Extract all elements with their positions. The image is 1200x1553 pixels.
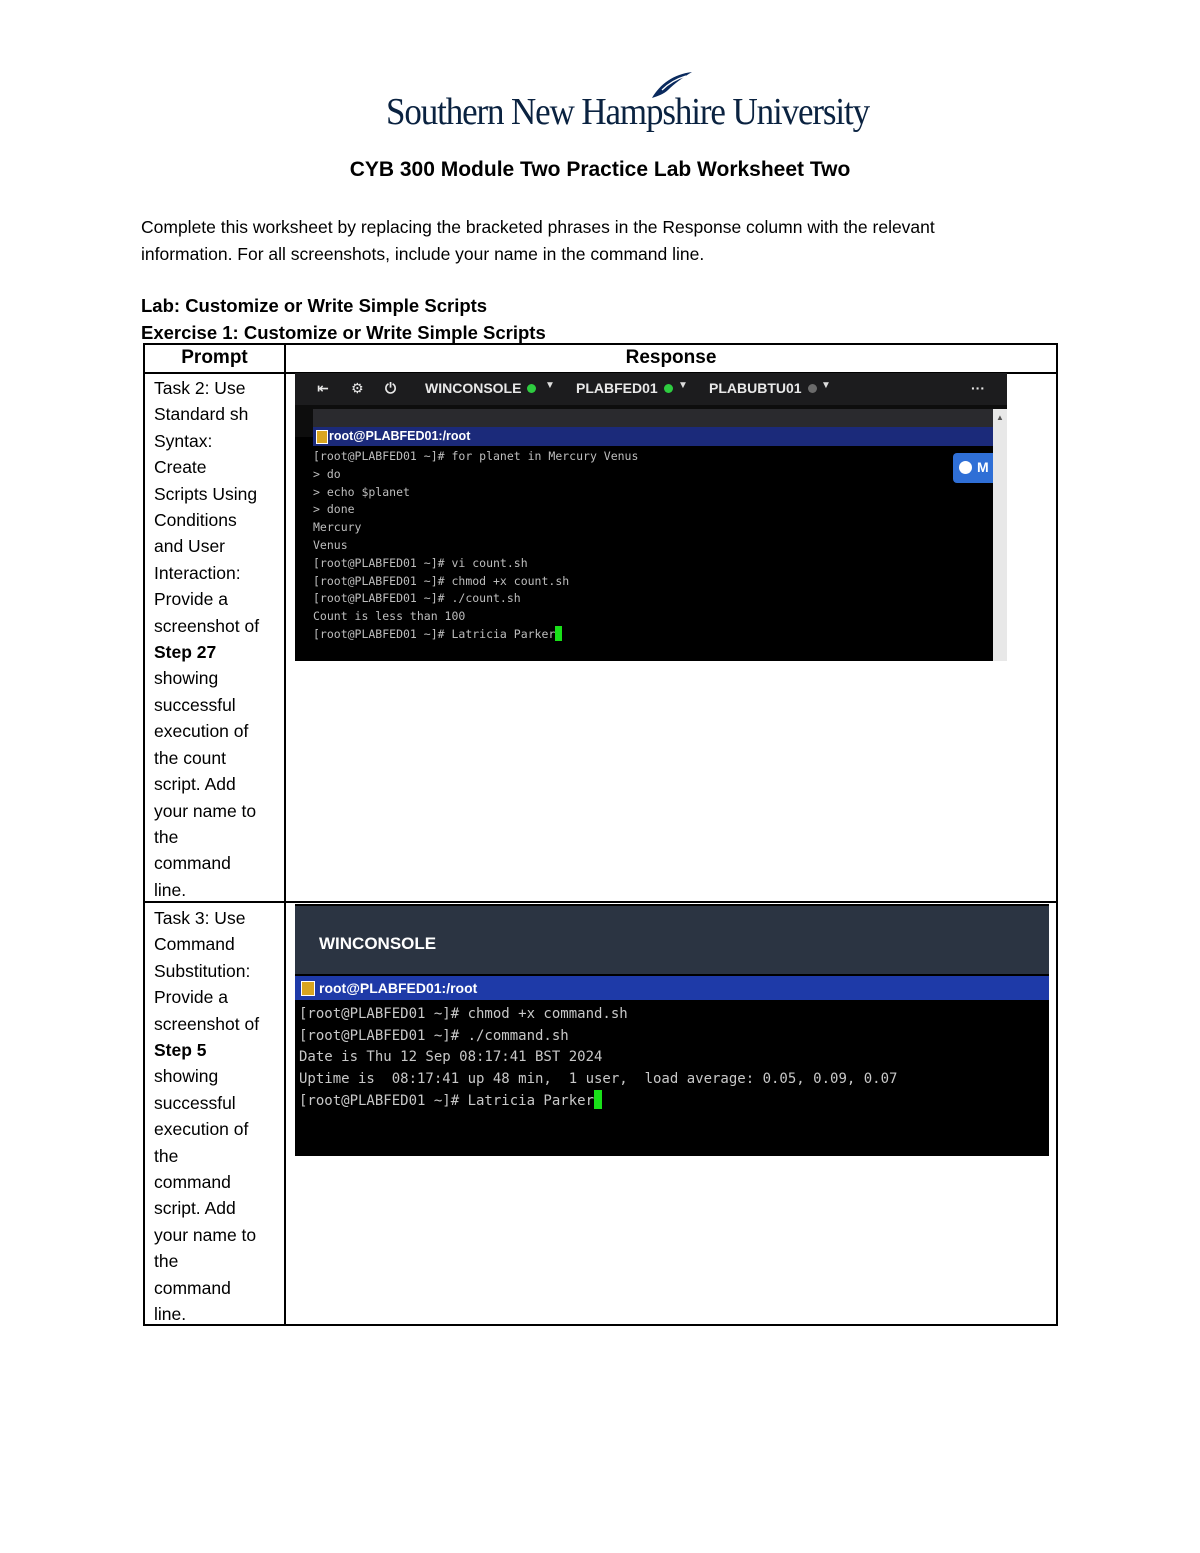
prompt-line: execution of (154, 721, 249, 742)
prompt-line: execution of (154, 1119, 249, 1140)
prompt-line: Conditions (154, 510, 237, 531)
terminal-line: > done (313, 502, 355, 517)
lab-heading: Lab: Customize or Write Simple Scripts (141, 295, 488, 316)
prompt-line: the (154, 1251, 179, 1272)
command-script-screenshot (295, 904, 1049, 1156)
prompt-line: your name to (154, 1224, 257, 1245)
prompt-line: Standard sh (154, 404, 249, 425)
instructions-line-2: information. For all screenshots, include your name in the command line. (141, 244, 705, 264)
prompt-line: command (154, 853, 231, 874)
worksheet-title: CYB 300 Module Two Practice Lab Worksheet Two (349, 158, 851, 181)
step-label: Step 27 (154, 642, 217, 663)
count-script-screenshot (295, 373, 1007, 661)
side-button-letter: M (977, 459, 989, 475)
instructions-line-1: Complete this worksheet by replacing the bracketed phrases in the Response column with the relevant (141, 217, 935, 237)
header-response: Response (625, 347, 717, 368)
prompt-line: Provide a (154, 589, 228, 610)
chevron-down-icon: ▼ (545, 380, 555, 391)
terminal-line: Date is Thu 12 Sep 08:17:41 BST 2024 (299, 1049, 603, 1066)
status-dot (664, 384, 673, 393)
terminal-title: root@PLABFED01:/root (319, 980, 478, 996)
prompt-line: the (154, 1145, 179, 1166)
more-icon: ··· (971, 380, 985, 396)
terminal-prompt-line (313, 626, 993, 644)
status-dot (527, 384, 536, 393)
terminal-line: > echo $planet (313, 484, 410, 499)
prompt-line: script. Add (154, 1198, 236, 1219)
tab-plabfed01: PLABFED01 (576, 380, 673, 396)
terminal-line: [root@PLABFED01 ~]# Latricia Parker (313, 626, 556, 641)
prompt-line: showing (154, 1066, 219, 1087)
prompt-line: Provide a (154, 987, 228, 1008)
chevron-down-icon: ▼ (821, 380, 831, 391)
step-label: Step 5 (154, 1040, 207, 1061)
header-prompt: Prompt (181, 347, 248, 368)
prompt-line: Interaction: (154, 562, 241, 583)
logo-text: Southern New Hampshire University (386, 91, 870, 133)
terminal-output (299, 1004, 1044, 1113)
terminal-line: [root@PLABFED01 ~]# chmod +x command.sh (299, 1006, 628, 1022)
status-dot (808, 384, 817, 393)
terminal-title: root@PLABFED01:/root (329, 429, 471, 443)
terminal-titlebar (313, 427, 993, 446)
collapse-icon: ⇤ (317, 380, 329, 396)
scrollbar (993, 409, 1007, 661)
prompt-line: the (154, 826, 179, 847)
terminal-line: [root@PLABFED01 ~]# vi count.sh (313, 555, 528, 570)
terminal-line: Venus (313, 537, 348, 552)
task2-prompt (154, 375, 279, 903)
terminal-line: [root@PLABFED01 ~]# for planet in Mercury Venus (313, 449, 639, 463)
prompt-line: showing (154, 668, 219, 689)
prompt-line: Task 2: Use (154, 378, 246, 398)
terminal-line: Count is less than 100 (313, 609, 466, 624)
worksheet-table (143, 343, 1058, 1326)
putty-icon (301, 981, 315, 996)
side-panel-button (953, 453, 993, 483)
console-label: WINCONSOLE (319, 934, 437, 953)
prompt-line: line. (154, 879, 187, 900)
instructions (141, 214, 1061, 268)
lab-heading-block (141, 292, 546, 346)
terminal-line: Uptime is 08:17:41 up 48 min, 1 user, load average: 0.05, 0.09, 0.07 (299, 1070, 898, 1087)
prompt-line: Command (154, 934, 235, 955)
exercise-heading: Exercise 1: Customize or Write Simple Scripts (141, 322, 546, 343)
prompt-line: successful (154, 694, 236, 715)
terminal-prompt-line (299, 1090, 1044, 1113)
putty-icon (316, 430, 328, 444)
prompt-line: and User (154, 536, 226, 557)
settings-icon: ⚙ (351, 380, 364, 396)
terminal-line: [root@PLABFED01 ~]# chmod +x count.sh (313, 573, 570, 588)
prompt-line: screenshot of (154, 615, 260, 636)
prompt-line: Create (154, 457, 207, 478)
terminal-line: Mercury (313, 520, 362, 535)
tab-winconsole: WINCONSOLE (425, 380, 536, 396)
terminal-cursor (555, 626, 562, 641)
terminal-cursor (594, 1090, 602, 1109)
menu-icon (959, 461, 972, 474)
prompt-line: command (154, 1172, 231, 1193)
task3-prompt (154, 905, 279, 1328)
university-logo (386, 70, 870, 140)
prompt-line: command (154, 1277, 231, 1298)
prompt-line: script. Add (154, 774, 236, 795)
terminal-line: > do (313, 466, 341, 481)
column-divider (284, 345, 286, 1324)
terminal-line: [root@PLABFED01 ~]# ./command.sh (299, 1027, 569, 1044)
terminal-titlebar (295, 976, 1049, 1000)
terminal-output (313, 448, 993, 660)
tab-plabubtu01: PLABUBTU01 (709, 380, 817, 396)
prompt-line: Substitution: (154, 960, 251, 981)
lab-toolbar (295, 373, 1007, 405)
terminal-line: [root@PLABFED01 ~]# ./count.sh (313, 591, 521, 606)
row-rule (145, 901, 1056, 903)
penmen-quill-icon (648, 70, 694, 100)
prompt-line: Syntax: (154, 430, 213, 451)
chevron-down-icon: ▼ (678, 380, 688, 391)
prompt-line: line. (154, 1304, 187, 1325)
prompt-line: successful (154, 1092, 236, 1113)
scroll-up-icon: ▲ (996, 413, 1004, 422)
prompt-line: the count (154, 747, 226, 768)
winconsole-header (295, 906, 1049, 974)
terminal-line: [root@PLABFED01 ~]# Latricia Parker (299, 1093, 595, 1110)
prompt-line: Task 3: Use (154, 908, 246, 928)
power-icon: ⏻ (385, 380, 397, 396)
prompt-line: Scripts Using (154, 483, 258, 504)
prompt-line: your name to (154, 800, 257, 821)
window-chrome (313, 409, 993, 427)
prompt-line: screenshot of (154, 1013, 260, 1034)
